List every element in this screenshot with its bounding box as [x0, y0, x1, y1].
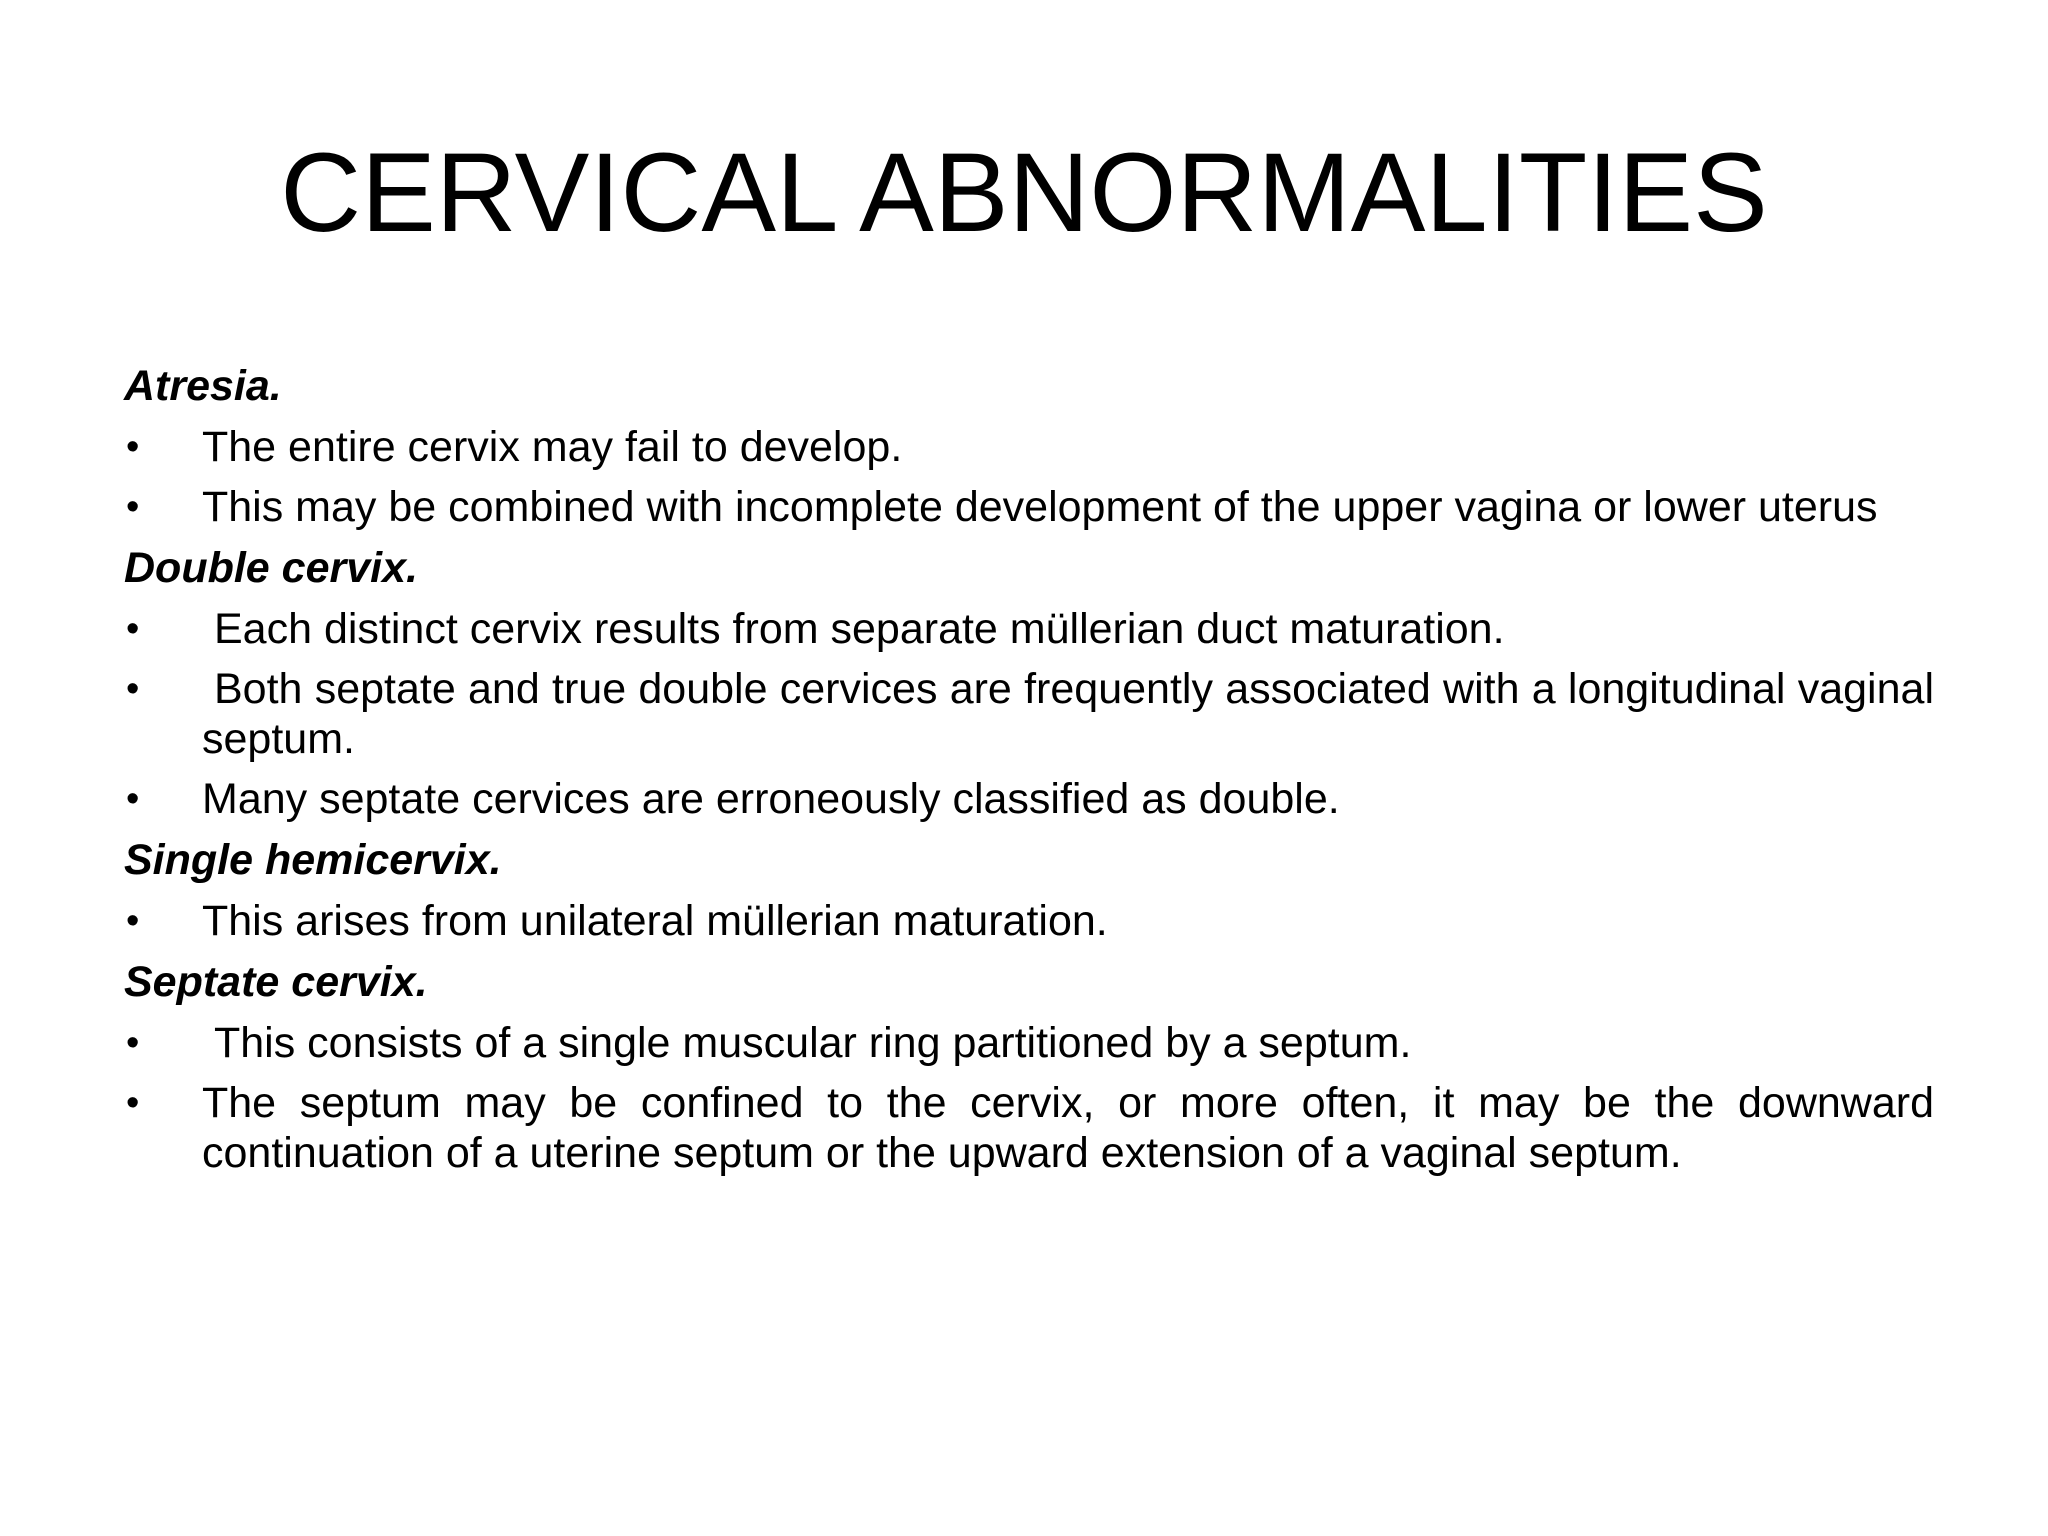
bullet-item [124, 422, 1934, 472]
bullet-icon: • [126, 900, 140, 942]
bullet-icon: • [126, 778, 140, 820]
bullet-item [124, 1078, 1934, 1178]
bullet-item [124, 664, 1934, 764]
slide-body [124, 360, 1934, 1188]
bullet-icon: • [126, 426, 140, 468]
bullet-item [124, 896, 1934, 946]
bullet-icon: • [126, 668, 140, 710]
section-heading-atresia: Atresia. [124, 362, 282, 410]
bullet-text: This consists of a single muscular ring partitioned by a septum. [214, 1019, 1412, 1067]
bullet-icon: • [126, 486, 140, 528]
bullet-icon: • [126, 1082, 140, 1124]
bullet-text: The entire cervix may fail to develop. [202, 423, 903, 471]
bullet-item [124, 1018, 1934, 1068]
slide-title: CERVICAL ABNORMALITIES [280, 130, 1768, 255]
bullet-text: This may be combined with incomplete development of the upper vagina or lower uterus [202, 483, 1878, 531]
bullet-text: Many septate cervices are erroneously classified as double. [202, 775, 1340, 823]
bullet-text: Both septate and true double cervices are frequently associated with a longitudinal vaginal septum. [202, 665, 1934, 763]
section-heading-septate-cervix: Septate cervix. [124, 958, 428, 1006]
section-heading-double-cervix: Double cervix. [124, 544, 418, 592]
bullet-item [124, 774, 1934, 824]
bullet-item [124, 604, 1934, 654]
section-heading-single-hemicervix: Single hemicervix. [124, 836, 502, 884]
bullet-text: Each distinct cervix results from separate müllerian duct maturation. [214, 605, 1505, 653]
bullet-text: This arises from unilateral müllerian maturation. [202, 897, 1108, 945]
bullet-icon: • [126, 1022, 140, 1064]
bullet-text: The septum may be confined to the cervix, or more often, it may be the downward continuation of a uterine septum or the upward extension of a vaginal septum. [202, 1079, 1934, 1177]
bullet-icon: • [126, 608, 140, 650]
bullet-item [124, 482, 1934, 532]
